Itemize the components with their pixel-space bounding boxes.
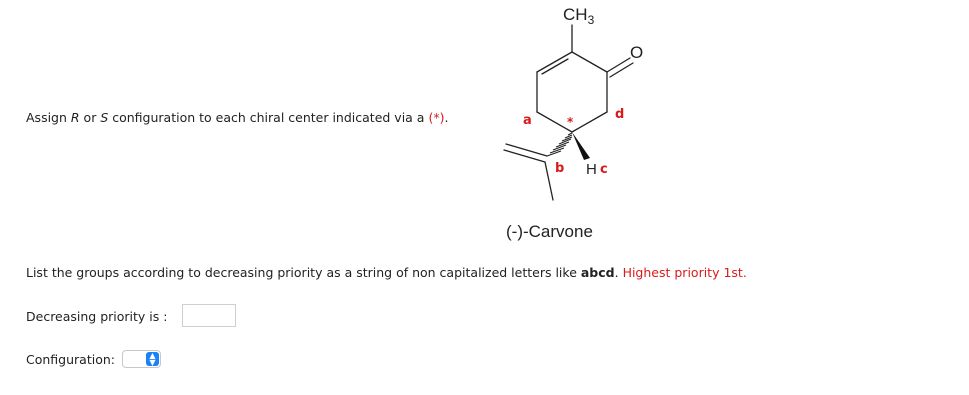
priority-label: Decreasing priority is : bbox=[26, 309, 168, 324]
compound-name: (-)-Carvone bbox=[506, 222, 593, 241]
alkene-bond-2 bbox=[506, 144, 547, 156]
ring-bond-bottom-right bbox=[572, 112, 607, 132]
example-string: abcd bbox=[580, 265, 615, 280]
configuration-label: Configuration: bbox=[26, 352, 115, 367]
ring-bond-top-left bbox=[537, 52, 572, 72]
solid-wedge bbox=[572, 132, 590, 160]
select-chevron-icon: ▲ ▼ bbox=[146, 352, 159, 366]
label-c: c bbox=[600, 162, 608, 177]
carbonyl-bond-1 bbox=[607, 58, 630, 72]
instructions-text: List the groups according to decreasing priority as a string of non capitalized letters like abcd. Highest priority 1st. bbox=[26, 265, 747, 280]
hashed-wedge bbox=[547, 133, 572, 156]
ring-bond-top-right bbox=[572, 52, 607, 72]
s-letter: S bbox=[100, 110, 109, 125]
methyl-branch-bond bbox=[545, 162, 553, 200]
label-d: d bbox=[615, 107, 625, 122]
question-text: Assign R or S configuration to each chiral center indicated via a (*). bbox=[26, 110, 449, 125]
methyl-label: $CH_3$ bbox=[563, 5, 595, 27]
hydrogen-label: H bbox=[586, 161, 597, 178]
chiral-star: * bbox=[567, 115, 574, 129]
r-letter: R bbox=[70, 110, 80, 125]
configuration-select[interactable] bbox=[122, 350, 161, 368]
carvone-structure bbox=[480, 0, 670, 215]
oxygen-label: O bbox=[630, 43, 644, 62]
alkene-bond-1 bbox=[504, 150, 545, 162]
chiral-marker: (*) bbox=[428, 110, 445, 125]
priority-input[interactable] bbox=[182, 304, 236, 327]
carbonyl-bond-2 bbox=[610, 63, 633, 77]
label-a: a bbox=[523, 113, 532, 128]
highest-priority-note: Highest priority 1st. bbox=[622, 265, 747, 280]
label-b: b bbox=[555, 161, 565, 176]
